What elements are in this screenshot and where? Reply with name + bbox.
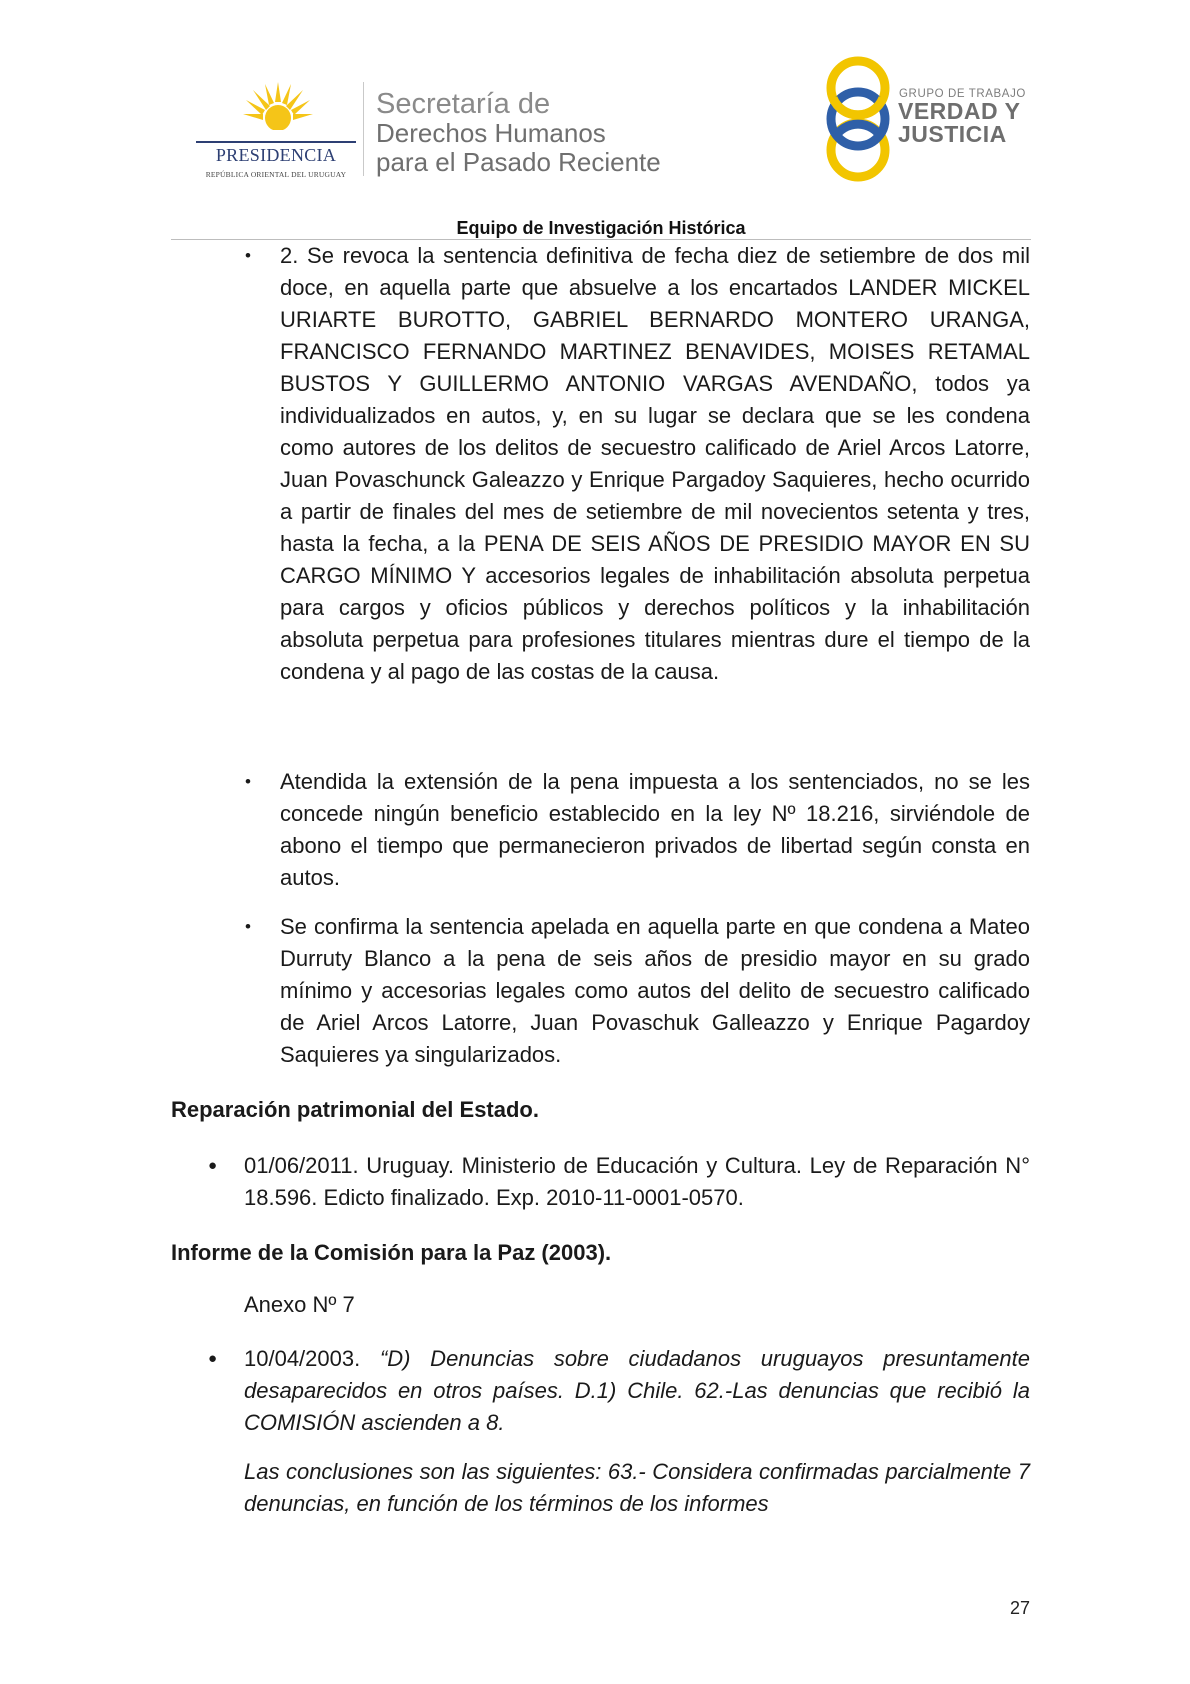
logo-divider (363, 82, 364, 176)
page-number: 27 (1009, 1598, 1030, 1618)
bullet-symbol: • (245, 246, 251, 265)
section-heading-informe: Informe de la Comisión para la Paz (2003). (171, 1240, 612, 1265)
gtvj-big-line-1: VERDAD Y (898, 98, 1021, 124)
presidencia-subtitle: REPÚBLICA ORIENTAL DEL URUGUAY (205, 170, 347, 179)
informe-quote-continued: Las conclusiones son las siguientes: 63.- Considera confirmadas parcialmente 7 denuncias, en función de los términos de los informes (244, 1459, 1030, 1516)
secretaria-line-1: Secretaría de (376, 88, 551, 120)
informe-quote: “D) Denuncias sobre ciudadanos uruguayos presuntamente desaparecidos en otros países. D.1) Chile. 62.-Las denuncias que recibió la COMISIÓN ascienden a 8. (244, 1346, 1030, 1435)
bullet-symbol: • (245, 772, 251, 791)
anexo-label: Anexo Nº 7 (244, 1292, 355, 1317)
reparacion-item: 01/06/2011. Uruguay. Ministerio de Educación y Cultura. Ley de Reparación N° 18.596. Edicto finalizado. Exp. 2010-11-0001-0570. (244, 1153, 1030, 1210)
gtvj-big-title (898, 100, 1020, 146)
section-heading-reparacion: Reparación patrimonial del Estado. (171, 1097, 539, 1122)
presidencia-name: PRESIDENCIA (215, 145, 337, 165)
sun-icon (243, 80, 313, 142)
informe-date: 10/04/2003. (244, 1346, 361, 1371)
gtvj-big-line-2: JUSTICIA (898, 121, 1007, 147)
bullet-symbol: ● (208, 1157, 218, 1174)
secretaria-title (376, 90, 661, 177)
secretaria-line-2: Derechos Humanos (376, 118, 606, 148)
bullet-symbol: ● (208, 1350, 218, 1367)
bullet-paragraph-3: Se confirma la sentencia apelada en aquella parte en que condena a Mateo Durruty Blanco a la pena de seis años de presidio mayor en su grado mínimo y accesorias legales como autos del delito de secuestro calificado de Ariel Arcos Latorre, Juan Povaschuk Galleazzo y Enrique Pagardoy Saquieres ya singularizados. (280, 914, 1030, 1067)
bullet-paragraph-2: Atendida la extensión de la pena impuesta a los sentenciados, no se les concede ningún beneficio establecido en la ley Nº 18.216, sirviéndole de abono el tiempo que permanecieron privados de libertad según consta en autos. (280, 769, 1030, 890)
verdad-justicia-logo (823, 54, 1033, 184)
bullet-paragraph-1: 2. Se revoca la sentencia definitiva de fecha diez de setiembre de dos mil doce, en aquella parte que absuelve a los encartados LANDER MICKEL URIARTE BUROTTO, GABRIEL BERNARDO MONTERO URANGA, FRANCISCO FERNANDO MARTINEZ BENAVIDES, MOISES RETAMAL BUSTOS Y GUILLERMO ANTONIO VARGAS AVENDAÑO, todos ya individualizados en autos, y, en su lugar se declara que se les condena como autores de los delitos de secuestro calificado de Ariel Arcos Latorre, Juan Povaschunck Galeazzo y Enrique Pargadoy Saquieres, hecho ocurrido a partir de finales del mes de setiembre de mil novecientos setenta y tres, hasta la fecha, a la PENA DE SEIS AÑOS DE PRESIDIO MAYOR EN SU CARGO MÍNIMO Y accesorios legales de inhabilitación absoluta perpetua para cargos y oficios públicos y derechos políticos y la inhabilitación absoluta perpetua para profesiones titulares mientras dure el tiempo de la condena y al pago de las costas de la causa. (280, 243, 1030, 684)
rings-icon (823, 54, 893, 184)
presidencia-logo (196, 80, 356, 180)
running-head: Equipo de Investigación Histórica (456, 218, 746, 238)
bullet-symbol: • (245, 917, 251, 936)
page-header (0, 0, 1190, 240)
presidencia-underline (196, 141, 356, 143)
informe-item (244, 1343, 1030, 1439)
gtvj-small-title: GRUPO DE TRABAJO (899, 88, 1026, 100)
secretaria-line-3: para el Pasado Reciente (376, 147, 661, 177)
